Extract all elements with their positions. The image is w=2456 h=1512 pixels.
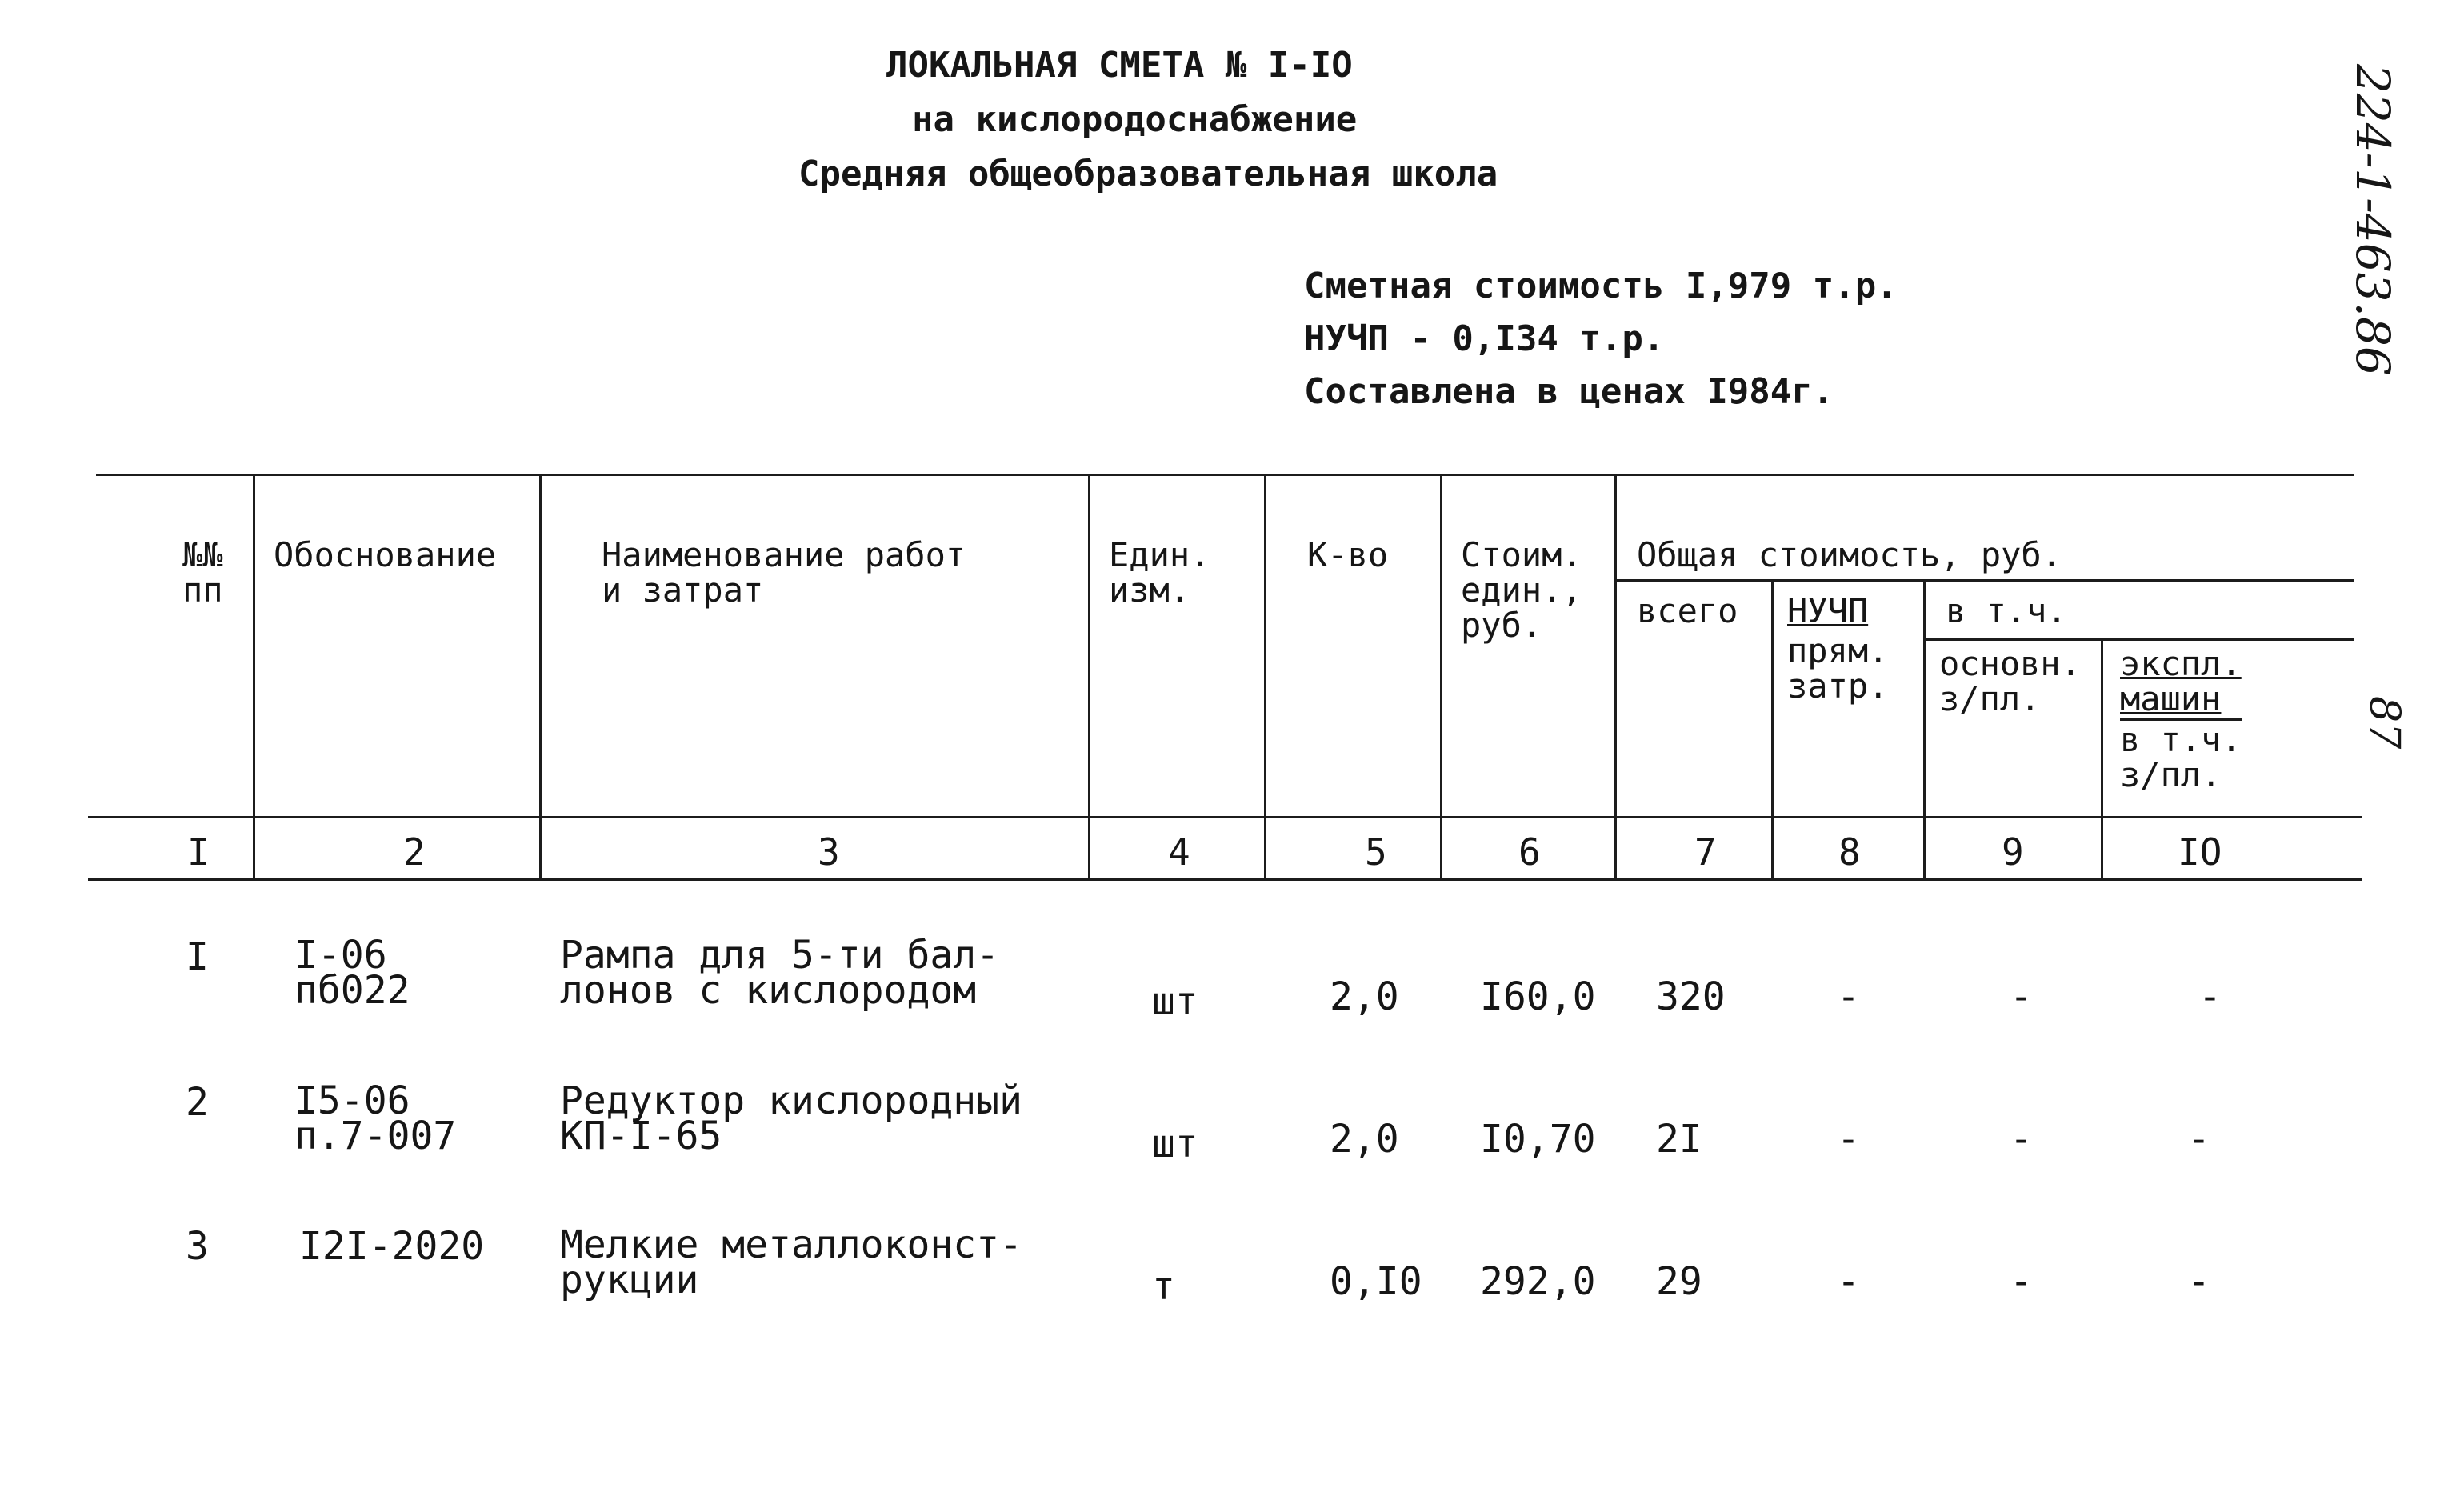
row-nuchp: - (1837, 1259, 1860, 1304)
column-number-4: 4 (1168, 830, 1190, 874)
column-number-10: IO (2178, 830, 2222, 874)
column-number-7: 7 (1694, 830, 1717, 874)
row-work-name: Редуктор кислородный КП-I-65 (560, 1078, 1022, 1158)
row-number: 3 (186, 1224, 209, 1269)
row-basis: I2I-2020 (299, 1224, 485, 1269)
group-header-divider (1614, 579, 2354, 582)
header-base-wage: основн. з/пл. (1939, 644, 2082, 718)
row-nuchp: - (1837, 974, 1860, 1019)
column-number-5: 5 (1365, 830, 1387, 874)
header-machine-wage: в т.ч. з/пл. (2120, 720, 2242, 794)
row-quantity: 2,0 (1330, 1117, 1399, 1162)
header-unit: Един. изм. (1109, 535, 1210, 610)
row-machine-operation: - (2198, 974, 2222, 1019)
column-divider-3 (1088, 474, 1090, 878)
column-number-3: 3 (818, 830, 840, 874)
column-divider-6 (1614, 474, 1617, 878)
column-number-8: 8 (1838, 830, 1861, 874)
row-machine-operation: - (2187, 1259, 2210, 1304)
column-divider-4 (1264, 474, 1266, 878)
row-total: 2I (1656, 1117, 1702, 1162)
column-number-1: I (187, 830, 210, 874)
subgroup-header-divider (1923, 638, 2354, 641)
row-basis: I-06 пб022 (294, 933, 410, 1013)
row-unit-cost: 292,0 (1480, 1259, 1596, 1304)
column-divider-2 (539, 474, 542, 878)
column-divider-1 (253, 474, 255, 878)
row-quantity: 2,0 (1330, 974, 1399, 1019)
row-unit: шт (1152, 979, 1198, 1024)
header-work-name: Наименование работ и затрат (602, 535, 966, 610)
row-number: I (186, 934, 209, 979)
row-number: 2 (186, 1080, 209, 1125)
header-total: всего (1637, 591, 1738, 630)
document-subtitle-system: на кислородоснабжение (912, 99, 1358, 140)
header-including: в т.ч. (1946, 591, 2067, 630)
row-total: 320 (1656, 974, 1726, 1019)
column-divider-5 (1440, 474, 1442, 878)
header-total-cost-group: Общая стоимость, руб. (1637, 535, 2062, 574)
column-divider-7 (1771, 579, 1774, 878)
header-row-number: №№ пп (182, 535, 223, 610)
row-base-wage: - (2010, 974, 2033, 1019)
table-top-border (96, 474, 2354, 476)
row-quantity: 0,I0 (1330, 1259, 1422, 1304)
row-unit-cost: I60,0 (1480, 974, 1596, 1019)
header-machine-operation: экспл. машин (2120, 644, 2242, 718)
document-subtitle-object: Средняя общеобразовательная школа (798, 154, 1498, 194)
column-divider-9 (2101, 638, 2103, 878)
column-divider-8 (1923, 579, 1926, 878)
header-direct-costs: прям. затр. (1787, 631, 1889, 706)
row-nuchp: - (1837, 1117, 1860, 1162)
price-base-year: Составлена в ценах I984г. (1304, 371, 1834, 412)
column-numbers-bottom-border (88, 878, 2362, 881)
row-unit: шт (1152, 1122, 1198, 1166)
header-unit-cost: Стоим. един., руб. (1461, 535, 1582, 645)
column-number-9: 9 (2002, 830, 2024, 874)
header-basis: Обоснование (274, 535, 497, 574)
handwritten-document-code: 224-1-463.86 (2346, 64, 2400, 376)
nuchp-cost: НУЧП - 0,I34 т.р. (1304, 318, 1665, 359)
column-number-2: 2 (403, 830, 426, 874)
row-unit-cost: I0,70 (1480, 1117, 1596, 1162)
column-number-6: 6 (1518, 830, 1541, 874)
header-quantity: К-во (1307, 535, 1389, 574)
header-nuchp: НУЧП (1787, 591, 1869, 630)
row-work-name: Мелкие металлоконст- рукции (560, 1222, 1022, 1302)
document-title: ЛОКАЛЬНАЯ СМЕТА № I-IO (886, 45, 1353, 86)
row-basis: I5-06 п.7-007 (294, 1078, 457, 1158)
row-total: 29 (1656, 1259, 1702, 1304)
row-base-wage: - (2010, 1259, 2033, 1304)
row-base-wage: - (2010, 1117, 2033, 1162)
header-bottom-border (88, 816, 2362, 818)
page-number: 87 (2360, 696, 2408, 750)
row-unit: т (1152, 1264, 1175, 1309)
row-machine-operation: - (2187, 1117, 2210, 1162)
estimated-cost: Сметная стоимость I,979 т.р. (1304, 266, 1898, 306)
row-work-name: Рампа для 5-ти бал- лонов с кислородом (560, 933, 1000, 1013)
